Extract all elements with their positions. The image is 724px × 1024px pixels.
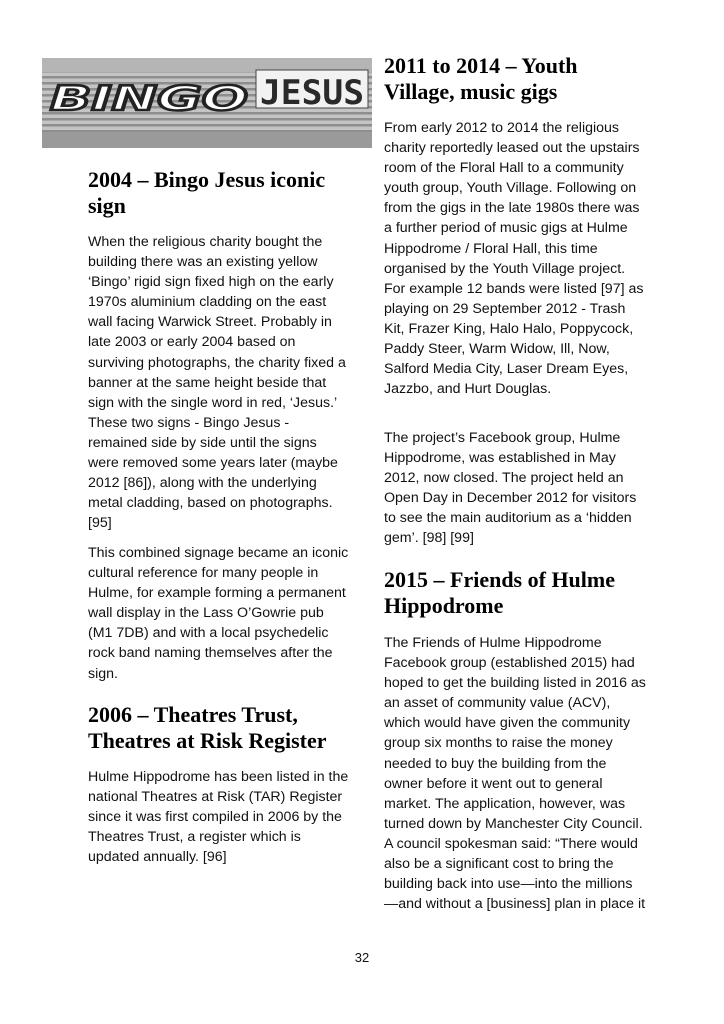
bingo-sign-text: BINGO (50, 79, 248, 119)
paragraph-bingo-jesus-1: When the religious charity bought the building there was an existing yellow ‘Bingo’ rigid sign fixed high on the early 1970s aluminium cladding on the east wall facing Warwick Street. Probably in late 2003 or early 2004 based on surviving photographs, the charity fixed a banner at the same height beside that sign with the single word in red, ‘Jesus.’ These two signs - Bingo Jesus - remained side by side until the signs were removed some years later (maybe 2012 [86]), along with the underlying metal cladding, based on photographs. [95] (88, 234, 346, 532)
jesus-banner (256, 70, 368, 113)
section-heading-theatres-trust: 2006 – Theatres Trust, Theatres at Risk Register (88, 702, 327, 753)
section-heading-friends: 2015 – Friends of Hulme Hippodrome (384, 567, 615, 618)
paragraph-friends-1: The Friends of Hulme Hippodrome Facebook group (established 2015) had hoped to get the building listed in 2016 as an asset of community value (ACV), which would have given the community group six months to raise the money needed to buy the building from the owner before it went out to general market. The application, however, was turned down by Manchester City Council. A council spokesman said: “There would also be a significant cost to bring the building back into use—into the millions—and without a [business] plan in place it (384, 635, 646, 913)
paragraph-theatres-trust-1: Hulme Hippodrome has been listed in the national Theatres at Risk (TAR) Register since it was first compiled in 2006 by the Theatres Trust, a register which is updated annually. [96] (88, 769, 349, 866)
bingo-jesus-photo (42, 58, 372, 148)
jesus-banner-text: JESUS (260, 73, 364, 113)
section-heading-bingo-jesus: 2004 – Bingo Jesus iconic sign (88, 167, 326, 218)
paragraph-youth-village-1: From early 2012 to 2014 the religious charity reportedly leased out the upstairs room of the Floral Hall to a community youth group, Youth Village. Following on from the gigs in the late 1980s there was a further period of music gigs at Hulme Hippodrome / Floral Hall, this time organised by the Youth Village project. For example 12 bands were listed [97] as playing on 29 September 2012 - Trash Kit, Frazer King, Halo Halo, Poppycock, Paddy Steer, Warm Widow, Ill, Now, Salford Media City, Laser Dream Eyes, Jazzbo, and Hurt Douglas. (384, 120, 644, 398)
bingo-sign (50, 79, 248, 119)
paragraph-youth-village-2: The project’s Facebook group, Hulme Hippodrome, was established in May 2012, now closed. The project held an Open Day in December 2012 for visitors to see the main auditorium as a ‘hidden gem’. [98] [99] (384, 430, 637, 547)
section-heading-youth-village: 2011 to 2014 – Youth Village, music gigs (384, 53, 578, 104)
page-number: 32 (354, 950, 370, 965)
paragraph-bingo-jesus-2: This combined signage became an iconic cultural reference for many people in Hulme, for example forming a permanent wall display in the Lass O’Gowrie pub (M1 7DB) and with a local psychedelic rock band naming themselves after the sign. (88, 545, 349, 682)
